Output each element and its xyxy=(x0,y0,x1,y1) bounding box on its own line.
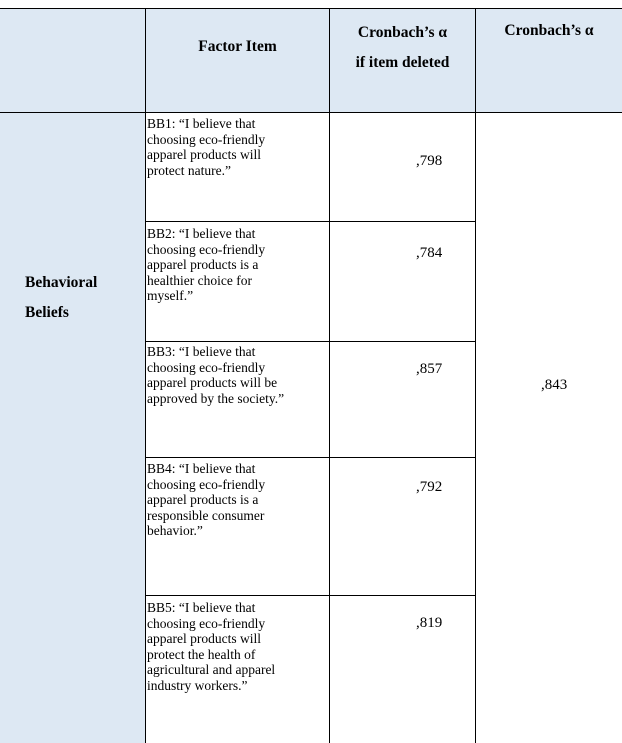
alpha-if-deleted-value: ,798 xyxy=(416,153,443,169)
item-text: BB2: “I believe that choosing eco-friendly apparel products is a healthier choice for myself.” xyxy=(147,226,266,303)
header-alpha-if-deleted-line2: if item deleted xyxy=(355,54,450,71)
table-top-border xyxy=(0,8,622,9)
group-label-line1: Behavioral xyxy=(25,274,98,291)
header-alpha: Cronbach’s α xyxy=(504,22,594,39)
item-text: BB5: “I believe that choosing eco-friendly apparel products will protect the health of agricultural and apparel industry workers.” xyxy=(147,600,276,693)
item-text: BB4: “I believe that choosing eco-friendly apparel products is a responsible consumer behavior.” xyxy=(147,461,266,538)
item-text: BB3: “I believe that choosing eco-friendly apparel products will be approved by the society.” xyxy=(147,344,285,406)
row-divider xyxy=(145,341,475,342)
column-divider xyxy=(145,8,146,743)
header-bottom-border xyxy=(0,112,622,113)
alpha-if-deleted-value: ,792 xyxy=(416,479,443,495)
group-alpha-value: ,843 xyxy=(541,377,568,393)
group-label-line2: Beliefs xyxy=(25,304,69,321)
row-divider xyxy=(145,221,475,222)
row-divider xyxy=(145,457,475,458)
column-divider xyxy=(329,8,330,743)
header-alpha-if-deleted-line1: Cronbach’s α xyxy=(357,24,448,41)
header-factor-item: Factor Item xyxy=(198,38,277,55)
alpha-if-deleted-value: ,819 xyxy=(416,615,443,631)
row-divider xyxy=(145,595,475,596)
alpha-if-deleted-value: ,784 xyxy=(416,245,443,261)
item-text: BB1: “I believe that choosing eco-friendly apparel products will protect nature.” xyxy=(147,116,266,178)
group-column-shade xyxy=(0,112,145,743)
column-divider xyxy=(475,8,476,743)
alpha-if-deleted-value: ,857 xyxy=(416,361,443,377)
